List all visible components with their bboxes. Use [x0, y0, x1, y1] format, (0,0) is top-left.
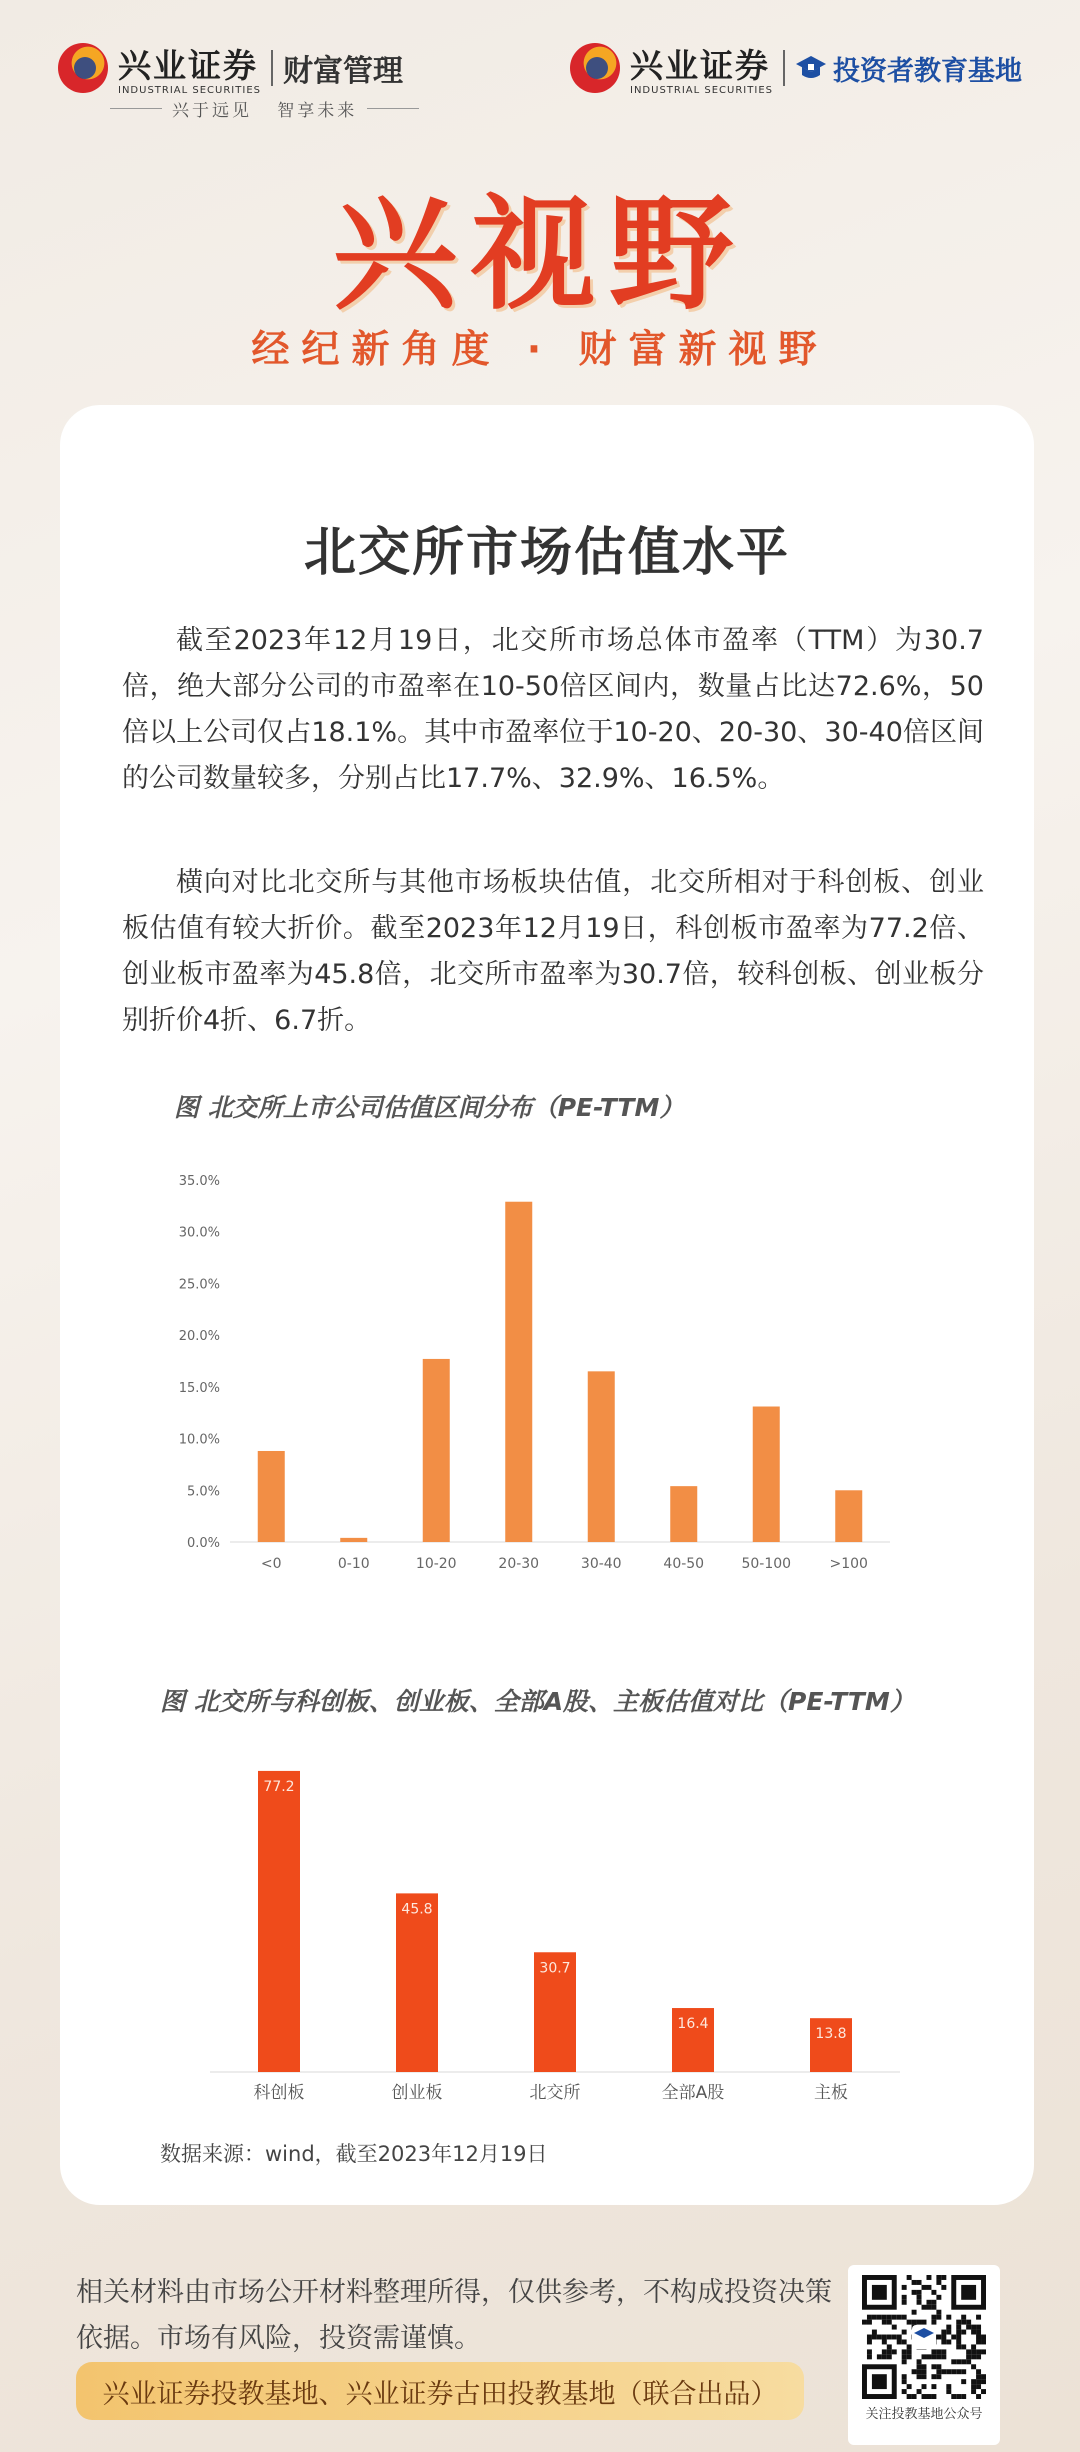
qr-module	[961, 2330, 966, 2335]
chart1-title: 图 北交所上市公司估值区间分布（PE-TTM）	[174, 1093, 685, 1122]
qr-module	[922, 2374, 927, 2379]
qr-module	[882, 2349, 887, 2354]
slogan-text: 兴于远见 智享未来	[172, 101, 358, 121]
qr-module	[882, 2315, 887, 2320]
qr-module	[971, 2384, 976, 2389]
qr-module	[961, 2320, 966, 2325]
qr-module	[976, 2354, 981, 2359]
qr-module	[981, 2374, 986, 2379]
qr-module	[946, 2339, 951, 2344]
qr-module	[966, 2359, 971, 2364]
qr-module	[941, 2369, 946, 2374]
qr-module	[902, 2354, 907, 2359]
qr-module	[917, 2295, 922, 2300]
qr-module	[956, 2394, 961, 2399]
y-tick-label: 0.0%	[186, 1536, 220, 1551]
qr-module	[892, 2335, 897, 2340]
qr-module	[941, 2349, 946, 2354]
qr-module	[922, 2394, 927, 2399]
qr-module	[976, 2330, 981, 2335]
qr-module	[892, 2315, 897, 2320]
hero-title: 兴视野	[332, 182, 747, 327]
qr-module	[956, 2339, 961, 2344]
qr-module	[922, 2384, 927, 2389]
qr-module	[897, 2335, 902, 2340]
qr-module	[951, 2369, 956, 2374]
qr-module	[917, 2359, 922, 2364]
article-paragraph-2: 横向对比北交所与其他市场板块估值，北交所相对于科创板、创业板估值有较大折价。截至2023年12月19日，科创板市盈率为77.2倍、创业板市盈率为45.8倍，北交所市盈率为30.7倍，较科创板、创业板分别折价4折、6.7折。	[122, 867, 984, 1036]
y-tick-label: 10.0%	[178, 1432, 220, 1448]
qr-module	[976, 2335, 981, 2340]
qr-module	[877, 2335, 882, 2340]
qr-module	[961, 2394, 966, 2399]
qr-module	[917, 2364, 922, 2369]
qr-module	[931, 2315, 936, 2320]
qr-module	[887, 2320, 892, 2325]
qr-module	[922, 2369, 927, 2374]
qr-module	[956, 2330, 961, 2335]
qr-module	[971, 2389, 976, 2394]
graduation-cap-icon	[795, 52, 827, 84]
qr-module	[936, 2374, 941, 2379]
qr-module	[931, 2320, 936, 2325]
qr-module	[936, 2364, 941, 2369]
qr-module	[931, 2364, 936, 2369]
qr-module	[917, 2374, 922, 2379]
qr-module	[956, 2359, 961, 2364]
qr-module	[971, 2325, 976, 2330]
x-tick-label: 创业板	[391, 2083, 443, 2103]
qr-code-icon	[862, 2275, 986, 2399]
qr-module	[971, 2364, 976, 2369]
bar	[258, 1771, 300, 2072]
y-tick-label: 20.0%	[178, 1329, 220, 1345]
qr-module	[902, 2285, 907, 2290]
qr-module	[971, 2379, 976, 2384]
qr-module	[976, 2349, 981, 2354]
qr-module	[902, 2349, 907, 2354]
x-tick-label: >100	[829, 1556, 868, 1572]
qr-module	[907, 2354, 912, 2359]
qr-module	[966, 2349, 971, 2354]
y-tick-label: 5.0%	[186, 1484, 220, 1500]
qr-module	[926, 2305, 931, 2310]
brand-name-cn: 兴业证券	[630, 46, 770, 85]
qr-module	[976, 2315, 981, 2320]
qr-module	[926, 2285, 931, 2290]
qr-module	[897, 2315, 902, 2320]
qr-module	[981, 2339, 986, 2344]
qr-module	[946, 2384, 951, 2389]
qr-module	[912, 2280, 917, 2285]
qr-module	[936, 2349, 941, 2354]
qr-module	[966, 2320, 971, 2325]
data-label: 77.2	[263, 1778, 295, 1795]
qr-module	[931, 2290, 936, 2295]
qr-module	[936, 2335, 941, 2340]
disclaimer-text: 相关材料由市场公开材料整理所得，仅供参考，不构成投资决策依据。市场有风险，投资需谨慎。	[76, 2277, 832, 2354]
qr-module	[946, 2330, 951, 2335]
x-tick-label: 50-100	[741, 1556, 792, 1572]
qr-module	[971, 2349, 976, 2354]
qr-module	[917, 2300, 922, 2305]
qr-module	[887, 2344, 892, 2349]
x-tick-label: 0-10	[337, 1556, 370, 1572]
qr-module	[892, 2349, 897, 2354]
qr-module	[966, 2354, 971, 2359]
qr-module	[892, 2325, 897, 2330]
qr-module	[956, 2335, 961, 2340]
x-tick-label: 40-50	[663, 1556, 705, 1572]
qr-module	[917, 2290, 922, 2295]
wealth-management-label: 财富管理	[282, 54, 403, 89]
investor-education-label: 投资者教育基地	[832, 55, 1022, 87]
bar	[423, 1359, 450, 1542]
qr-module	[912, 2290, 917, 2295]
qr-module	[912, 2369, 917, 2374]
qr-module	[902, 2379, 907, 2384]
qr-module	[862, 2320, 867, 2325]
qr-module	[867, 2320, 872, 2325]
qr-module	[902, 2315, 907, 2320]
brand-name-cn: 兴业证券	[118, 46, 258, 85]
qr-module	[877, 2315, 882, 2320]
qr-module	[912, 2394, 917, 2399]
qr-module	[882, 2335, 887, 2340]
industrial-securities-logo-icon	[570, 43, 620, 93]
qr-module	[897, 2339, 902, 2344]
qr-module	[917, 2369, 922, 2374]
qr-module	[867, 2354, 872, 2359]
qr-module	[946, 2325, 951, 2330]
qr-module	[917, 2320, 922, 2325]
qr-module	[877, 2354, 882, 2359]
data-label: 13.8	[815, 2026, 847, 2043]
qr-finder	[961, 2285, 976, 2300]
qr-module	[912, 2310, 917, 2315]
qr-module	[976, 2369, 981, 2374]
qr-module	[867, 2339, 872, 2344]
qr-module	[946, 2389, 951, 2394]
qr-module	[907, 2384, 912, 2389]
bar	[753, 1407, 780, 1542]
qr-module	[872, 2315, 877, 2320]
qr-module	[887, 2349, 892, 2354]
y-tick-label: 25.0%	[178, 1277, 220, 1293]
qr-module	[926, 2394, 931, 2399]
qr-module	[917, 2280, 922, 2285]
qr-module	[907, 2394, 912, 2399]
qr-module	[926, 2275, 931, 2280]
qr-module	[926, 2354, 931, 2359]
x-tick-label: 30-40	[580, 1556, 622, 1572]
qr-module	[922, 2364, 927, 2369]
qr-module	[956, 2369, 961, 2374]
qr-module	[902, 2295, 907, 2300]
qr-module	[907, 2320, 912, 2325]
brand-name-en: INDUSTRIAL SECURITIES	[118, 85, 261, 96]
qr-module	[922, 2354, 927, 2359]
qr-module	[907, 2275, 912, 2280]
slogan	[100, 96, 429, 121]
qr-module	[956, 2325, 961, 2330]
qr-module	[931, 2374, 936, 2379]
qr-module	[936, 2280, 941, 2285]
qr-module	[902, 2374, 907, 2379]
qr-module	[917, 2389, 922, 2394]
qr-module	[931, 2394, 936, 2399]
x-tick-label: 主板	[814, 2083, 848, 2103]
brand-logo-right	[570, 38, 1022, 98]
qr-caption: 关注投教基地公众号	[865, 2407, 983, 2422]
y-tick-label: 35.0%	[178, 1174, 220, 1189]
qr-module	[907, 2349, 912, 2354]
qr-module	[912, 2320, 917, 2325]
bar	[396, 1893, 438, 2072]
qr-module	[951, 2394, 956, 2399]
qr-module	[931, 2354, 936, 2359]
qr-module	[976, 2339, 981, 2344]
qr-module	[931, 2349, 936, 2354]
bar	[258, 1451, 285, 1542]
qr-module	[956, 2344, 961, 2349]
qr-module	[931, 2384, 936, 2389]
qr-module	[887, 2315, 892, 2320]
article-paragraph-1: 截至2023年12月19日，北交所市场总体市盈率（TTM）为30.7倍，绝大部分公司的市盈率在10-50倍区间内，数量占比达72.6%，50倍以上公司仅占18.1%。其中市盈率位于10-20、20-30、30-40倍区间的公司数量较多，分别占比17.7%、32.9%、16.5%。	[122, 625, 984, 794]
chart2-title: 图 北交所与科创板、创业板、全部A股、主板估值对比（PE-TTM）	[160, 1687, 915, 1716]
qr-module	[971, 2344, 976, 2349]
qr-module	[946, 2315, 951, 2320]
y-tick-label: 30.0%	[178, 1225, 220, 1241]
qr-module	[907, 2344, 912, 2349]
x-tick-label: 10-20	[415, 1556, 457, 1572]
qr-module	[902, 2330, 907, 2335]
article-title: 北交所市场估值水平	[303, 523, 790, 583]
qr-module	[926, 2300, 931, 2305]
qr-module	[951, 2335, 956, 2340]
qr-module	[882, 2339, 887, 2344]
qr-module	[872, 2330, 877, 2335]
qr-module	[931, 2305, 936, 2310]
qr-module	[961, 2359, 966, 2364]
brand-divider	[271, 50, 273, 86]
qr-module	[951, 2359, 956, 2364]
qr-module	[941, 2285, 946, 2290]
qr-module	[867, 2335, 872, 2340]
qr-module	[961, 2379, 966, 2384]
qr-module	[882, 2320, 887, 2325]
bar	[588, 1371, 615, 1542]
qr-module	[981, 2389, 986, 2394]
data-label: 16.4	[677, 2016, 709, 2033]
qr-module	[981, 2335, 986, 2340]
pe-comparison-chart	[190, 1740, 930, 2110]
qr-module	[902, 2339, 907, 2344]
hero-tagline: 经纪新角度 · 财富新视野	[251, 327, 829, 371]
qr-module	[887, 2335, 892, 2340]
y-tick-label: 15.0%	[178, 1380, 220, 1396]
qr-module	[872, 2335, 877, 2340]
qr-module	[961, 2315, 966, 2320]
qr-module	[941, 2354, 946, 2359]
qr-module	[902, 2389, 907, 2394]
qr-module	[961, 2369, 966, 2374]
qr-module	[976, 2384, 981, 2389]
qr-module	[867, 2349, 872, 2354]
qr-module	[922, 2320, 927, 2325]
industrial-securities-logo-icon	[58, 43, 108, 93]
bar	[505, 1202, 532, 1542]
data-label: 30.7	[539, 1960, 571, 1977]
investor-education-base	[795, 49, 1022, 88]
qr-module	[956, 2320, 961, 2325]
bar	[835, 1490, 862, 1542]
producer-banner	[76, 2362, 804, 2420]
qr-module	[946, 2369, 951, 2374]
qr-module	[936, 2310, 941, 2315]
qr-module	[976, 2325, 981, 2330]
qr-finder	[872, 2285, 887, 2300]
qr-module	[887, 2354, 892, 2359]
qr-module	[941, 2339, 946, 2344]
x-tick-label: 北交所	[529, 2083, 581, 2103]
brand-logo-left	[58, 38, 403, 98]
qr-module	[941, 2275, 946, 2280]
qr-module	[971, 2354, 976, 2359]
qr-module	[931, 2300, 936, 2305]
qr-module	[936, 2295, 941, 2300]
producer-text: 兴业证券投教基地、兴业证券古田投教基地（联合出品）	[102, 2378, 778, 2410]
x-tick-label: 全部A股	[661, 2083, 725, 2103]
qr-module	[976, 2379, 981, 2384]
qr-module	[936, 2275, 941, 2280]
brand-name-en: INDUSTRIAL SECURITIES	[630, 85, 773, 96]
qr-module	[882, 2354, 887, 2359]
x-tick-label: 科创板	[253, 2083, 305, 2103]
qr-module	[981, 2349, 986, 2354]
qr-module	[966, 2325, 971, 2330]
qr-module	[936, 2354, 941, 2359]
qr-module	[976, 2394, 981, 2399]
bar	[340, 1538, 367, 1542]
qr-module	[922, 2305, 927, 2310]
qr-module	[922, 2285, 927, 2290]
data-source-note: 数据来源：wind，截至2023年12月19日	[160, 2142, 548, 2166]
qr-module	[902, 2300, 907, 2305]
x-tick-label: <0	[260, 1556, 282, 1572]
bar	[670, 1486, 697, 1542]
qr-module	[976, 2374, 981, 2379]
qr-module	[867, 2315, 872, 2320]
qr-module	[971, 2330, 976, 2335]
qr-module	[936, 2315, 941, 2320]
qr-module	[981, 2379, 986, 2384]
qr-module	[941, 2335, 946, 2340]
valuation-distribution-chart	[170, 1150, 930, 1590]
brand-divider	[783, 50, 785, 86]
qr-module	[941, 2330, 946, 2335]
data-label: 45.8	[401, 1901, 433, 1918]
x-tick-label: 20-30	[498, 1556, 540, 1572]
qr-module	[936, 2369, 941, 2374]
qr-module	[902, 2359, 907, 2364]
qr-module	[961, 2344, 966, 2349]
qr-finder	[872, 2374, 887, 2389]
